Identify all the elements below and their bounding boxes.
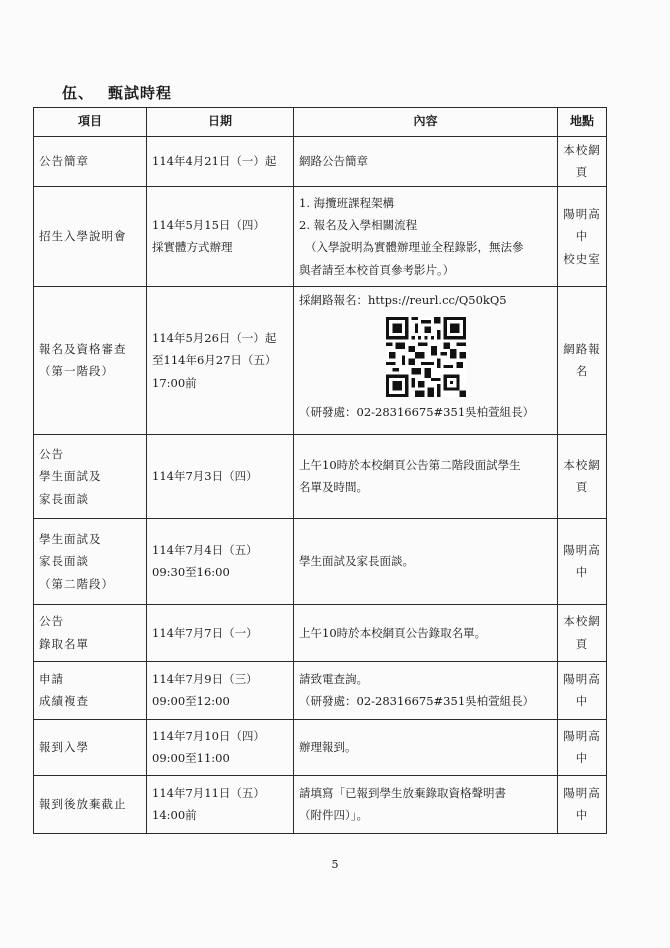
- cell-text: 114年7月9日（三）: [152, 671, 258, 686]
- cell-text: 網路報名: [563, 341, 601, 379]
- cell-text: 114年7月10日（四）: [152, 728, 265, 743]
- cell-text: 採實體方式辦理: [152, 240, 233, 255]
- cell-text: 114年5月26日（一）起: [152, 330, 277, 345]
- cell-date: [147, 719, 294, 775]
- cell-date: [147, 137, 294, 187]
- cell-text: 學生面試及: [39, 531, 102, 546]
- section-title: 甄試時程: [108, 84, 173, 102]
- cell-location: [558, 518, 607, 604]
- cell-text: 114年4月21日（一）起: [152, 154, 277, 169]
- cell-text: 2. 報名及入學相關流程: [299, 217, 418, 232]
- cell-text: 114年7月11日（五）: [152, 785, 265, 800]
- cell-item: [34, 186, 147, 286]
- cell-date: [147, 604, 294, 661]
- cell-item: [34, 661, 147, 719]
- cell-text: 校史室: [563, 251, 601, 266]
- cell-item: [34, 434, 147, 518]
- cell-text: 114年7月7日（一）: [152, 625, 258, 640]
- cell-text: 申請: [39, 671, 64, 686]
- cell-text: 公告簡章: [39, 154, 89, 169]
- cell-text: 09:30至16:00: [152, 565, 230, 580]
- cell-text: 名單及時間。: [299, 480, 368, 495]
- table-row: [34, 137, 607, 187]
- cell-text: （研發處：02-28316675#351吳柏萱組長）: [299, 694, 535, 709]
- cell-location: [558, 661, 607, 719]
- cell-text: 14:00前: [152, 808, 197, 823]
- cell-text: 與者請至本校首頁參考影片。）: [299, 262, 455, 277]
- cell-text: 09:00至12:00: [152, 694, 230, 709]
- page-number: 5: [331, 858, 339, 871]
- cell-location: [558, 775, 607, 833]
- table-row: [34, 518, 607, 604]
- cell-text: 網路公告簡章: [299, 154, 368, 169]
- cell-text: 上午10時於本校網頁公告第二階段面試學生: [299, 457, 521, 472]
- cell-content: [294, 286, 558, 434]
- cell-text: 陽明高中: [563, 728, 601, 766]
- cell-item: [34, 286, 147, 434]
- cell-date: [147, 518, 294, 604]
- cell-date: [147, 434, 294, 518]
- cell-item: [34, 604, 147, 661]
- cell-text: 17:00前: [152, 375, 197, 390]
- cell-location: [558, 186, 607, 286]
- cell-date: [147, 661, 294, 719]
- cell-text: 家長面談: [39, 554, 89, 569]
- cell-text: 09:00至11:00: [152, 751, 230, 766]
- cell-content: [294, 661, 558, 719]
- cell-text: （第一階段）: [39, 364, 114, 379]
- cell-location: [558, 434, 607, 518]
- table-row: [34, 661, 607, 719]
- contact-text: （研發處：02-28316675#351吳柏萱組長）: [299, 405, 535, 420]
- cell-text: 錄取名單: [39, 636, 89, 651]
- cell-date: [147, 775, 294, 833]
- schedule-table: [33, 107, 607, 834]
- cell-text: 陽明高中: [563, 785, 601, 823]
- cell-text: 陽明高中: [563, 671, 601, 709]
- cell-text: 114年7月3日（四）: [152, 469, 258, 484]
- cell-text: 公告: [39, 446, 64, 461]
- cell-text: （入學說明為實體辦理並全程錄影，無法參: [305, 240, 524, 255]
- signup-url-text: 採網路報名：https://reurl.cc/Q50kQ5: [299, 292, 507, 307]
- header-date: 日期: [147, 108, 294, 137]
- table-header-row: [34, 108, 607, 137]
- cell-content: [294, 719, 558, 775]
- table-row: [34, 719, 607, 775]
- cell-text: 報到後放棄截止: [39, 797, 127, 812]
- cell-location: [558, 719, 607, 775]
- table-row: [34, 604, 607, 661]
- cell-content: [294, 604, 558, 661]
- table-row: [34, 775, 607, 833]
- cell-text: （附件四）」。: [299, 808, 368, 823]
- cell-item: [34, 719, 147, 775]
- cell-text: 114年7月4日（五）: [152, 542, 258, 557]
- section-heading: [62, 82, 172, 103]
- cell-location: [558, 286, 607, 434]
- cell-text: 公告: [39, 614, 64, 629]
- cell-text: 學生面試及家長面談。: [299, 554, 414, 569]
- cell-text: 請填寫「已報到學生放棄錄取資格聲明書: [299, 785, 506, 800]
- cell-item: [34, 518, 147, 604]
- cell-text: 陽明高中: [563, 206, 601, 244]
- header-location: 地點: [558, 108, 607, 137]
- cell-content: [294, 186, 558, 286]
- cell-text: 學生面試及: [39, 469, 102, 484]
- cell-text: 114年5月15日（四）: [152, 217, 265, 232]
- cell-text: 1. 海攬班課程架構: [299, 195, 395, 210]
- table-row: [34, 186, 607, 286]
- cell-text: 報名及資格審查: [39, 341, 127, 356]
- header-item: 項目: [34, 108, 147, 137]
- cell-content: [294, 434, 558, 518]
- cell-location: [558, 137, 607, 187]
- cell-content: [294, 775, 558, 833]
- cell-date: [147, 286, 294, 434]
- qr-code-icon: [386, 317, 466, 397]
- cell-text: 報到入學: [39, 740, 89, 755]
- cell-location: [558, 604, 607, 661]
- table-row: [34, 286, 607, 434]
- cell-text: 本校網頁: [563, 614, 601, 651]
- table-row: [34, 434, 607, 518]
- cell-text: 招生入學說明會: [39, 229, 127, 244]
- header-content: 內容: [294, 108, 558, 137]
- cell-content: [294, 518, 558, 604]
- cell-item: [34, 137, 147, 187]
- cell-text: （第二階段）: [39, 576, 114, 591]
- cell-text: 陽明高中: [563, 542, 601, 580]
- section-number: 伍、: [62, 84, 95, 102]
- cell-text: 請致電查詢。: [299, 671, 368, 686]
- cell-text: 上午10時於本校網頁公告錄取名單。: [299, 625, 487, 640]
- cell-date: [147, 186, 294, 286]
- cell-item: [34, 775, 147, 833]
- cell-text: 家長面談: [39, 491, 89, 506]
- cell-text: 成績複查: [39, 694, 89, 709]
- cell-text: 本校網頁: [563, 143, 601, 180]
- cell-content: [294, 137, 558, 187]
- cell-text: 本校網頁: [563, 457, 601, 495]
- cell-text: 辦理報到。: [299, 740, 357, 755]
- cell-text: 至114年6月27日（五）: [152, 353, 277, 368]
